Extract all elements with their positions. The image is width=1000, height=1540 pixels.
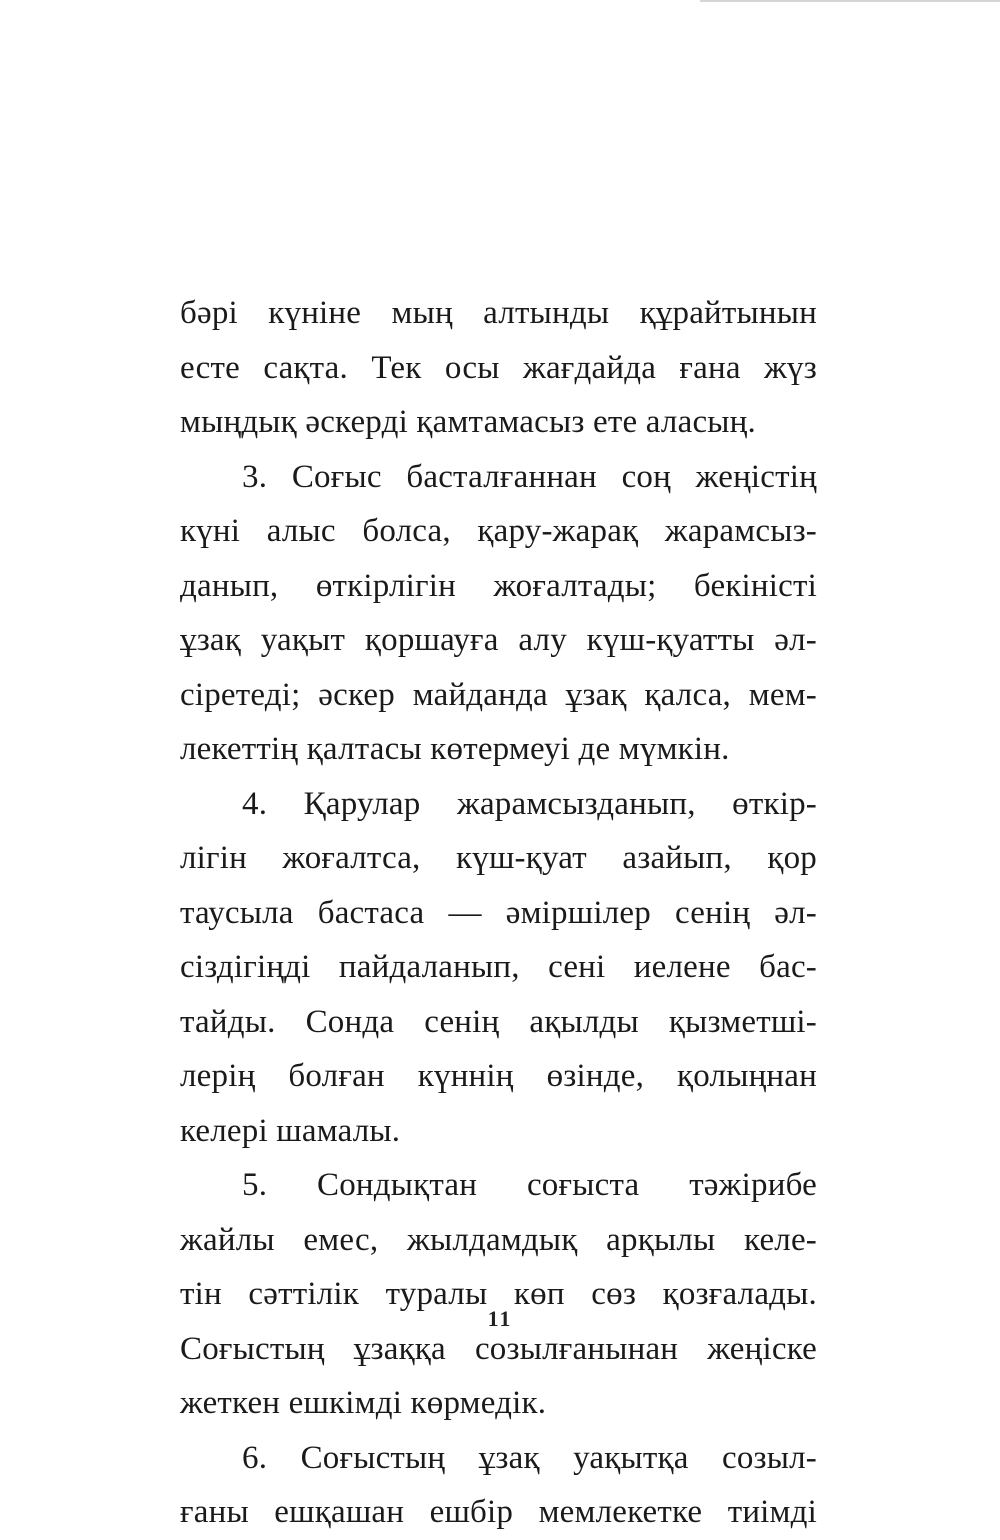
body-text	[180, 286, 817, 1540]
text-line: жеткен ешкімді көрмедік.	[180, 1385, 547, 1421]
text-line: келері шамалы.	[180, 1112, 401, 1149]
text-line: есте сақта. Тек осы жағдайда ғана жүз	[180, 349, 817, 386]
text-line: таусыла бастаса — әміршілер сенің әл-	[180, 894, 817, 931]
text-line: Соғыстың ұзаққа созылғанынан жеңіске	[180, 1330, 817, 1367]
text-line: тін сәттілік туралы көп сөз қозғалады.	[180, 1276, 817, 1312]
text-line: тайды. Сонда сенің ақылды қызметші-	[180, 1003, 817, 1040]
scan-edge-line	[700, 0, 1000, 2]
text-line: күні алыс болса, қару-жарақ жарамсыз-	[180, 513, 817, 549]
text-line: мыңдық әскерді қамтамасыз ете аласың.	[180, 404, 756, 440]
page-number: 11	[487, 1306, 513, 1331]
text-line: 4. Қарулар жарамсызданып, өткір-	[242, 785, 817, 822]
text-line: 6. Соғыстың ұзақ уақытқа созыл-	[242, 1439, 817, 1476]
text-line: сіздігіңді пайдаланып, сені иелене бас-	[180, 949, 817, 985]
text-line: ұзақ уақыт қоршауға алу күш-қуатты әл-	[180, 622, 817, 658]
text-line: лекеттің қалтасы көтермеуі де мүмкін.	[180, 731, 730, 767]
text-line: бәрі күніне мың алтынды құрайтынын	[180, 295, 817, 331]
text-line: 5. Сондықтан соғыста тәжірибе	[242, 1167, 817, 1203]
text-line: лігін жоғалтса, күш-қуат азайып, қор	[180, 840, 817, 876]
text-line: лерің болған күннің өзінде, қолыңнан	[180, 1058, 817, 1094]
text-line: данып, өткірлігін жоғалтады; бекіністі	[180, 567, 817, 604]
text-line: сіретеді; әскер майданда ұзақ қалса, мем-	[180, 676, 817, 713]
text-line: ғаны ешқашан ешбір мемлекетке тиімді	[180, 1494, 817, 1530]
text-line: жайлы емес, жылдамдық арқылы келе-	[180, 1221, 817, 1258]
text-line: 3. Соғыс басталғаннан соң жеңістің	[242, 458, 817, 495]
